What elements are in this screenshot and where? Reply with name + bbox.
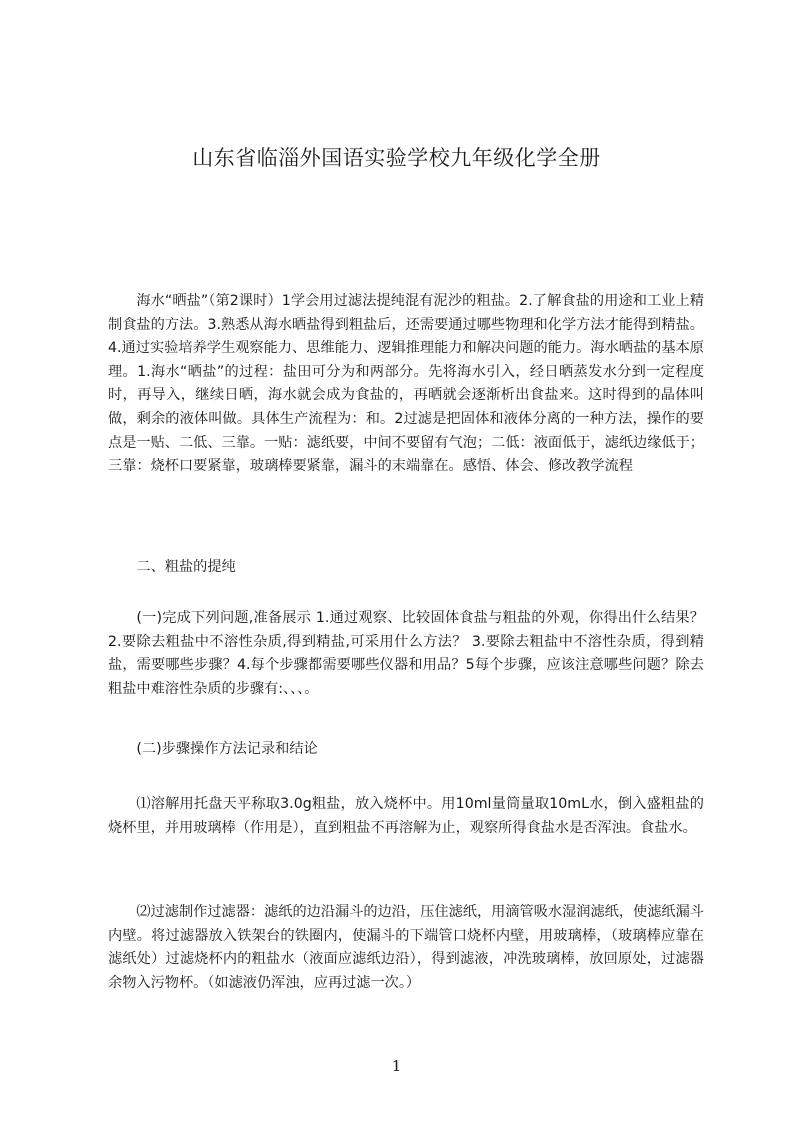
section-heading: 二、粗盐的提纯: [136, 559, 236, 575]
step-filter-paragraph: ⑵过滤制作过滤器：滤纸的边沿漏斗的边沿，压住滤纸，用滴管吸水湿润滤纸，使滤纸漏斗内壁。将过滤器放入铁架台的铁圈内，使漏斗的下端管口烧杯内壁，用玻璃棒，（玻璃棒应靠在滤纸处）过滤烧杯内的粗盐水（液面应滤纸边沿），得到滤液，冲洗玻璃棒，放回原处，过滤器余物入污物杯。（如滤液仍浑浊，应再过滤一次。）: [108, 904, 704, 991]
intro-paragraph: 海水“晒盐”（第2课时）1学会用过滤法提纯混有泥沙的粗盐。2.了解食盐的用途和工业上精制食盐的方法。3.熟悉从海水晒盐得到粗盐后，还需要通过哪些物理和化学方法才能得到精盐。4.通过实验培养学生观察能力、思维能力、逻辑推理能力和解决问题的能力。海水晒盐的基本原理。1.海水“晒盐”的过程：盐田可分为和两部分。先将海水引入，经日晒蒸发水分到一定程度时，再导入，继续日晒，海水就会成为食盐的，再晒就会逐渐析出食盐来。这时得到的晶体叫做，剩余的液体叫做。具体生产流程为：和。2过滤是把固体和液体分离的一种方法，操作的要点是一贴、二低、三靠。一贴：滤纸要，中间不要留有气泡；二低：液面低于，滤纸边缘低于；三靠：烧杯口要紧靠，玻璃棒要紧靠，漏斗的末端靠在。感悟、体会、修改教学流程: [108, 293, 704, 475]
document-title: 山东省临淄外国语实验学校九年级化学全册: [192, 146, 601, 170]
page-number: 1: [391, 1057, 402, 1075]
steps-heading: (二)步骤操作方法记录和结论: [136, 741, 318, 757]
questions-paragraph: (一)完成下列问题,准备展示 1.通过观察、比较固体食盐与粗盐的外观，你得出什么结果？2.要除去粗盐中不溶性杂质,得到精盐,可采用什么方法？ 3.要除去粗盐中不溶性杂质，得到精盐，需要哪些步骤？4.每个步骤都需要哪些仪器和用品？5每个步骤，应该注意哪些问题？除去粗盐中难溶性杂质的步骤有:、、、。: [108, 610, 704, 697]
step-dissolve-paragraph: ⑴溶解用托盘天平称取3.0g粗盐，放入烧杯中。用10ml量筒量取10mL水，倒入盛粗盐的烧杯里，并用玻璃棒（作用是），直到粗盐不再溶解为止，观察所得食盐水是否浑浊。食盐水。: [108, 796, 704, 836]
